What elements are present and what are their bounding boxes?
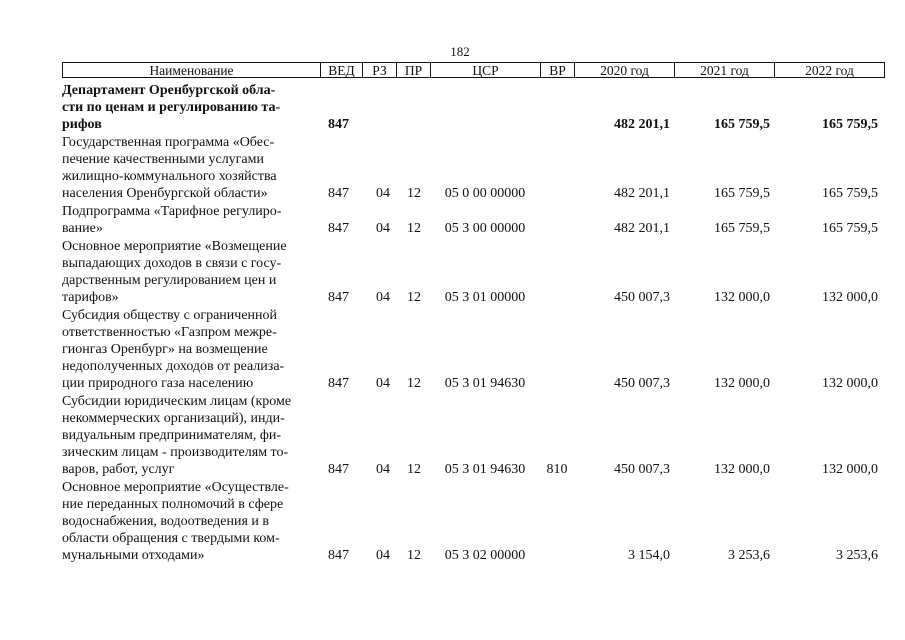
cell-pr: 12 <box>407 221 421 236</box>
row-name-line: варов, работ, услуг <box>62 462 175 477</box>
row-name <box>62 479 322 564</box>
cell-csr: 05 3 01 94630 <box>444 462 526 477</box>
cell-2021: 165 759,5 <box>714 186 770 201</box>
cell-2022: 165 759,5 <box>822 117 878 132</box>
row-name <box>62 134 322 202</box>
cell-pr: 12 <box>407 548 421 563</box>
cell-rz: 04 <box>376 290 390 305</box>
row-name <box>62 203 322 237</box>
cell-2020: 482 201,1 <box>614 186 670 201</box>
cell-pr: 12 <box>407 290 421 305</box>
row-name <box>62 82 322 133</box>
cell-2022: 132 000,0 <box>822 376 878 391</box>
header-vr: ВР <box>541 63 575 78</box>
table-row <box>62 82 885 133</box>
table-header <box>62 62 885 78</box>
cell-2022: 132 000,0 <box>822 462 878 477</box>
table-row <box>62 238 885 306</box>
row-name-line: печение качественными услугами <box>62 152 264 167</box>
cell-2020: 482 201,1 <box>614 221 670 236</box>
header-2020: 2020 год <box>575 63 675 78</box>
row-name-line: Субсидия обществу с ограниченной <box>62 308 278 323</box>
cell-ved: 847 <box>328 548 349 563</box>
cell-vr: 810 <box>546 462 568 477</box>
row-name <box>62 307 322 392</box>
cell-2020: 482 201,1 <box>614 117 670 132</box>
row-name-line: тарифов» <box>62 290 119 305</box>
cell-rz: 04 <box>376 186 390 201</box>
row-name-line: ние переданных полномочий в сфере <box>62 497 284 512</box>
row-name-line: недополученных доходов от реализа- <box>62 359 285 374</box>
row-name-line: населения Оренбургской области» <box>62 186 268 201</box>
cell-rz: 04 <box>376 221 390 236</box>
row-name <box>62 238 322 306</box>
row-name-line: сти по ценам и регулированию та- <box>62 100 281 115</box>
cell-rz: 04 <box>376 548 390 563</box>
row-name-line: видуальным предпринимателям, фи- <box>62 428 282 443</box>
row-name-line: Основное мероприятие «Возмещение <box>62 239 287 254</box>
row-name-line: ции природного газа населению <box>62 376 254 391</box>
row-name-line: дарственным регулированием цен и <box>62 273 277 288</box>
row-name-line: Основное мероприятие «Осуществле- <box>62 480 289 495</box>
cell-2020: 450 007,3 <box>614 462 670 477</box>
cell-2022: 165 759,5 <box>822 186 878 201</box>
cell-2020: 450 007,3 <box>614 290 670 305</box>
table-row <box>62 203 885 237</box>
cell-2021: 132 000,0 <box>714 462 770 477</box>
row-name-line: гионгаз Оренбург» на возмещение <box>62 342 268 357</box>
header-pr: ПР <box>397 63 431 78</box>
cell-pr: 12 <box>407 376 421 391</box>
row-name-line: Департамент Оренбургской обла- <box>62 83 276 98</box>
cell-rz: 04 <box>376 376 390 391</box>
row-name-line: зическим лицам - производителям то- <box>62 445 289 460</box>
header-2021: 2021 год <box>675 63 775 78</box>
cell-csr: 05 3 01 00000 <box>444 290 526 305</box>
row-name-line: области обращения с твердыми ком- <box>62 531 280 546</box>
row-name <box>62 393 322 478</box>
row-name-line: выпадающих доходов в связи с госу- <box>62 256 282 271</box>
header-2022: 2022 год <box>805 63 854 78</box>
cell-2020: 3 154,0 <box>628 548 670 563</box>
cell-pr: 12 <box>407 462 421 477</box>
row-name-line: мунальными отходами» <box>62 548 205 563</box>
cell-rz: 04 <box>376 462 390 477</box>
table-row <box>62 307 885 392</box>
table-row <box>62 134 885 202</box>
row-name-line: ответственностью «Газпром межре- <box>62 325 277 340</box>
cell-2022: 132 000,0 <box>822 290 878 305</box>
cell-csr: 05 3 01 94630 <box>444 376 526 391</box>
cell-ved: 847 <box>328 376 349 391</box>
cell-ved: 847 <box>328 186 349 201</box>
header-name: Наименование <box>63 63 321 78</box>
header-csr: ЦСР <box>431 63 541 78</box>
header-ved: ВЕД <box>321 63 363 78</box>
table-row <box>62 479 885 564</box>
cell-csr: 05 0 00 00000 <box>444 186 526 201</box>
cell-2022: 165 759,5 <box>822 221 878 236</box>
cell-2021: 132 000,0 <box>714 376 770 391</box>
cell-csr: 05 3 02 00000 <box>444 548 526 563</box>
table-row <box>62 393 885 478</box>
cell-2021: 3 253,6 <box>728 548 770 563</box>
cell-2021: 165 759,5 <box>714 117 770 132</box>
cell-ved: 847 <box>328 290 349 305</box>
cell-pr: 12 <box>407 186 421 201</box>
row-name-line: жилищно-коммунального хозяйства <box>62 169 277 184</box>
cell-ved: 847 <box>328 462 349 477</box>
cell-2021: 132 000,0 <box>714 290 770 305</box>
page-number: 182 <box>450 44 470 59</box>
row-name-line: Субсидии юридическим лицам (кроме <box>62 394 292 409</box>
cell-ved: 847 <box>328 117 349 132</box>
header-rz: РЗ <box>363 63 397 78</box>
row-name-line: Подпрограмма «Тарифное регулиро- <box>62 204 282 219</box>
row-name-line: водоснабжения, водоотведения и в <box>62 514 269 529</box>
cell-2021: 165 759,5 <box>714 221 770 236</box>
cell-2022: 3 253,6 <box>836 548 878 563</box>
row-name-line: рифов <box>62 117 102 132</box>
cell-csr: 05 3 00 00000 <box>444 221 526 236</box>
row-name-line: Государственная программа «Обес- <box>62 135 275 150</box>
row-name-line: некоммерческих организаций), инди- <box>62 411 285 426</box>
row-name-line: вание» <box>62 221 103 236</box>
cell-ved: 847 <box>328 221 349 236</box>
cell-2020: 450 007,3 <box>614 376 670 391</box>
